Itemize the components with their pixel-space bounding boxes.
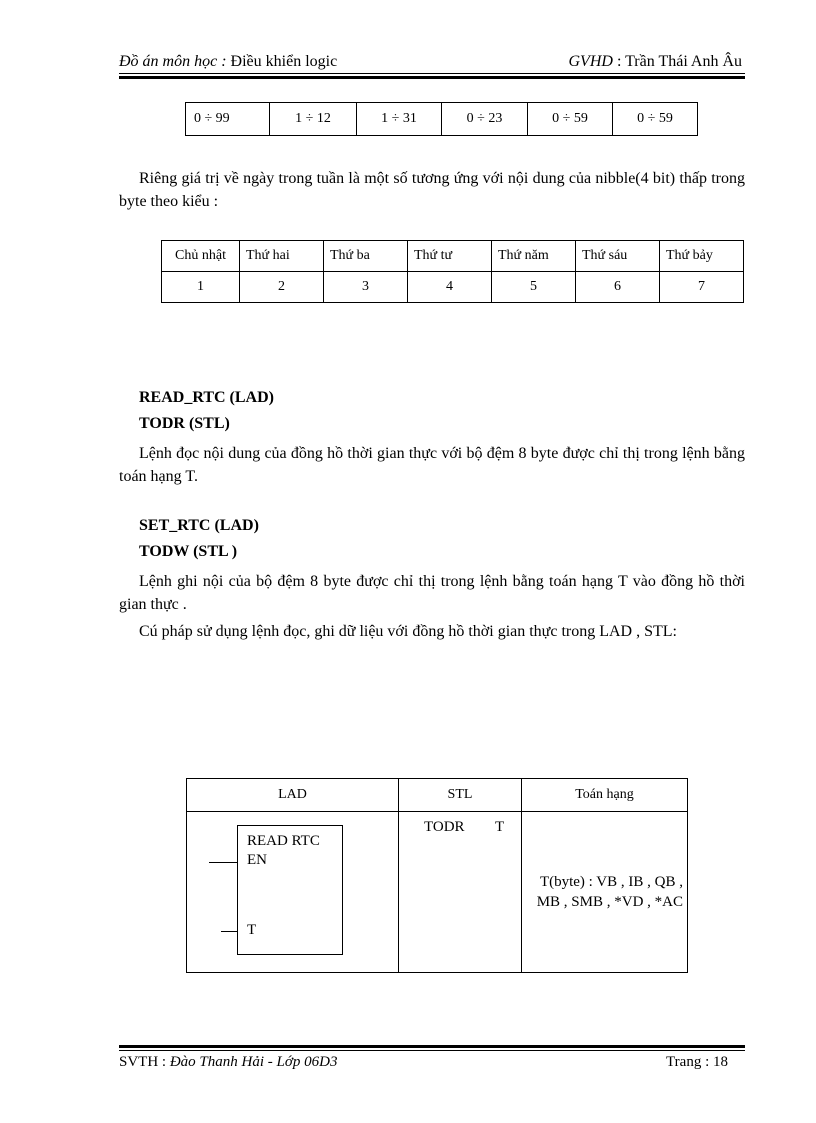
stl-operand: T — [495, 819, 505, 835]
stl-instruction: TODR — [424, 819, 465, 835]
day-header: Thứ bảy — [660, 241, 744, 272]
day-value-row — [162, 272, 744, 303]
t-input-line — [221, 931, 237, 932]
footer-rule-thin — [119, 1050, 745, 1051]
header-supervisor-name: : Trần Thái Anh Âu — [612, 53, 742, 70]
range-cell: 0 ÷ 59 — [528, 103, 613, 136]
operand-description: T(byte) : VB , IB , QB , MB , SMB , *VD , *AC — [536, 874, 683, 910]
range-table — [185, 102, 698, 136]
set-description-text: Lệnh ghi nội của bộ đệm 8 byte được chỉ thị trong lệnh bằng toán hạng T vào đồng hồ thời gian thực . — [119, 573, 745, 613]
day-value: 4 — [408, 272, 492, 303]
stl-column-header: STL — [399, 779, 522, 812]
range-cell: 0 ÷ 99 — [186, 103, 270, 136]
header-rule-thin — [119, 73, 745, 74]
set-rtc-title: SET_RTC (LAD) — [139, 517, 259, 534]
todw-title: TODW (STL ) — [139, 543, 238, 560]
syntax-intro-text: Cú pháp sử dụng lệnh đọc, ghi dữ liệu với đồng hồ thời gian thực trong LAD , STL: — [139, 623, 677, 640]
read-rtc-block — [237, 825, 343, 955]
footer-student — [119, 1054, 337, 1071]
intro-paragraph — [119, 167, 745, 213]
lad-cell — [187, 812, 399, 973]
footer-rule-thick — [119, 1045, 745, 1048]
read-description-text: Lệnh đọc nội dung của đồng hồ thời gian thực với bộ đệm 8 byte được chỉ thị trong lệnh bằng toán hạng T. — [119, 445, 745, 485]
stl-cell — [399, 812, 522, 973]
day-value: 2 — [240, 272, 324, 303]
day-value: 1 — [162, 272, 240, 303]
intro-text: Riêng giá trị về ngày trong tuần là một số tương ứng với nội dung của nibble(4 bit) thấp trong byte theo kiểu : — [119, 170, 745, 210]
range-cell: 0 ÷ 23 — [442, 103, 528, 136]
en-label: EN — [247, 852, 267, 868]
range-cell: 0 ÷ 59 — [613, 103, 698, 136]
en-input-line — [209, 862, 237, 863]
footer-page-number: Trang : 18 — [666, 1054, 728, 1070]
syntax-body-row — [187, 812, 688, 973]
day-header: Thứ năm — [492, 241, 576, 272]
day-value: 5 — [492, 272, 576, 303]
set-description — [119, 570, 745, 616]
footer-student-name: Đào Thanh Hải - Lớp 06D3 — [169, 1054, 338, 1070]
footer-student-label: SVTH : — [119, 1054, 170, 1070]
day-table — [161, 240, 744, 303]
todr-title: TODR (STL) — [139, 415, 230, 432]
day-value: 6 — [576, 272, 660, 303]
operand-cell — [522, 812, 688, 973]
range-cell: 1 ÷ 12 — [270, 103, 357, 136]
lad-column-header: LAD — [187, 779, 399, 812]
header-course-label: Đồ án môn học : — [119, 53, 227, 70]
range-row — [186, 103, 698, 136]
header-rule-thick — [119, 76, 745, 79]
read-rtc-title: READ_RTC (LAD) — [139, 389, 274, 406]
syntax-intro — [119, 620, 745, 643]
header-supervisor-label: GVHD — [568, 53, 613, 70]
day-header-row — [162, 241, 744, 272]
day-header: Thứ tư — [408, 241, 492, 272]
syntax-header-row — [187, 779, 688, 812]
header-course-title — [119, 53, 337, 71]
header-course-name: Điều khiển logic — [226, 53, 338, 70]
day-value: 7 — [660, 272, 744, 303]
syntax-table — [186, 778, 688, 973]
day-header: Thứ ba — [324, 241, 408, 272]
operand-column-header: Toán hạng — [522, 779, 688, 812]
header-supervisor — [569, 53, 743, 71]
day-header: Thứ hai — [240, 241, 324, 272]
read-rtc-block-title: READ RTC — [247, 833, 320, 849]
t-label: T — [247, 922, 257, 938]
day-header: Thứ sáu — [576, 241, 660, 272]
read-description — [119, 442, 745, 488]
day-header: Chủ nhật — [162, 241, 240, 272]
range-cell: 1 ÷ 31 — [357, 103, 442, 136]
day-value: 3 — [324, 272, 408, 303]
